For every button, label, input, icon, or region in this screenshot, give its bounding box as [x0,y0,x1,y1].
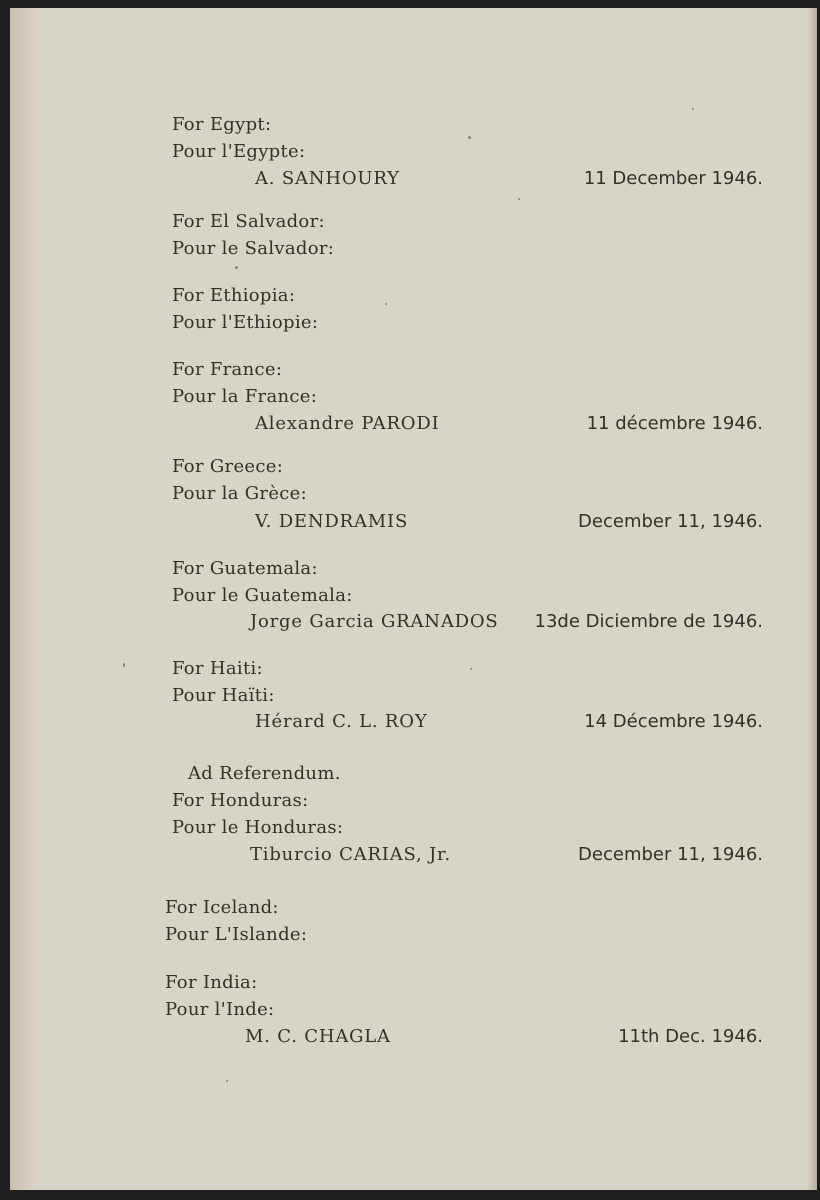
country-label-fr: Pour le Guatemala: [172,585,353,606]
country-label-en: For France: [172,359,283,380]
paper-speck [692,108,694,110]
paper-speck [518,198,520,200]
country-label-fr: Pour Haïti: [172,685,275,706]
signature-date: 11 December 1946. [583,168,763,189]
paper-speck [470,668,472,670]
country-label-fr: Pour l'Egypte: [172,141,306,162]
country-label-fr: Pour l'Inde: [165,999,275,1020]
signatory-name: Hérard C. L. ROY [255,711,428,732]
signature-date: 13de Diciembre de 1946. [534,611,763,632]
country-label-en: For Iceland: [165,897,279,918]
document-page [10,8,817,1190]
country-label-fr: Pour le Salvador: [172,238,335,259]
country-label-en: For India: [165,972,258,993]
signatory-name: M. C. CHAGLA [245,1026,391,1047]
paper-speck [468,136,471,139]
paper-speck [226,1080,228,1082]
paper-speck [235,266,238,269]
signature-date: 11 décembre 1946. [586,413,763,434]
paper-speck [385,303,387,305]
country-label-en: For Haiti: [172,658,263,679]
country-label-fr: Pour la Grèce: [172,483,307,504]
country-label-en: For Honduras: [172,790,309,811]
country-label-en: For Greece: [172,456,284,477]
page-edge-shadow-left [10,8,36,1190]
signatory-name: Tiburcio CARIAS, Jr. [250,844,452,865]
signatory-name: V. DENDRAMIS [255,511,409,532]
country-label-en: For Egypt: [172,114,272,135]
page-edge-shadow-right [807,8,817,1190]
signature-date: December 11, 1946. [578,844,763,865]
country-label-fr: Pour la France: [172,386,318,407]
paper-speck [123,663,125,667]
country-label-fr: Pour le Honduras: [172,817,344,838]
signature-date: 14 Décembre 1946. [584,711,763,732]
signatory-name: A. SANHOURY [255,168,400,189]
country-label-fr: Pour L'Islande: [165,924,308,945]
signatory-name: Alexandre PARODI [255,413,440,434]
country-label-fr: Pour l'Ethiopie: [172,312,319,333]
country-label-en: For Ethiopia: [172,285,296,306]
signatory-name: Jorge Garcia GRANADOS [250,611,499,632]
country-label-en: For El Salvador: [172,211,325,232]
reservation-note: Ad Referendum. [188,763,341,784]
signature-date: 11th Dec. 1946. [618,1026,763,1047]
country-label-en: For Guatemala: [172,558,318,579]
signature-date: December 11, 1946. [578,511,763,532]
